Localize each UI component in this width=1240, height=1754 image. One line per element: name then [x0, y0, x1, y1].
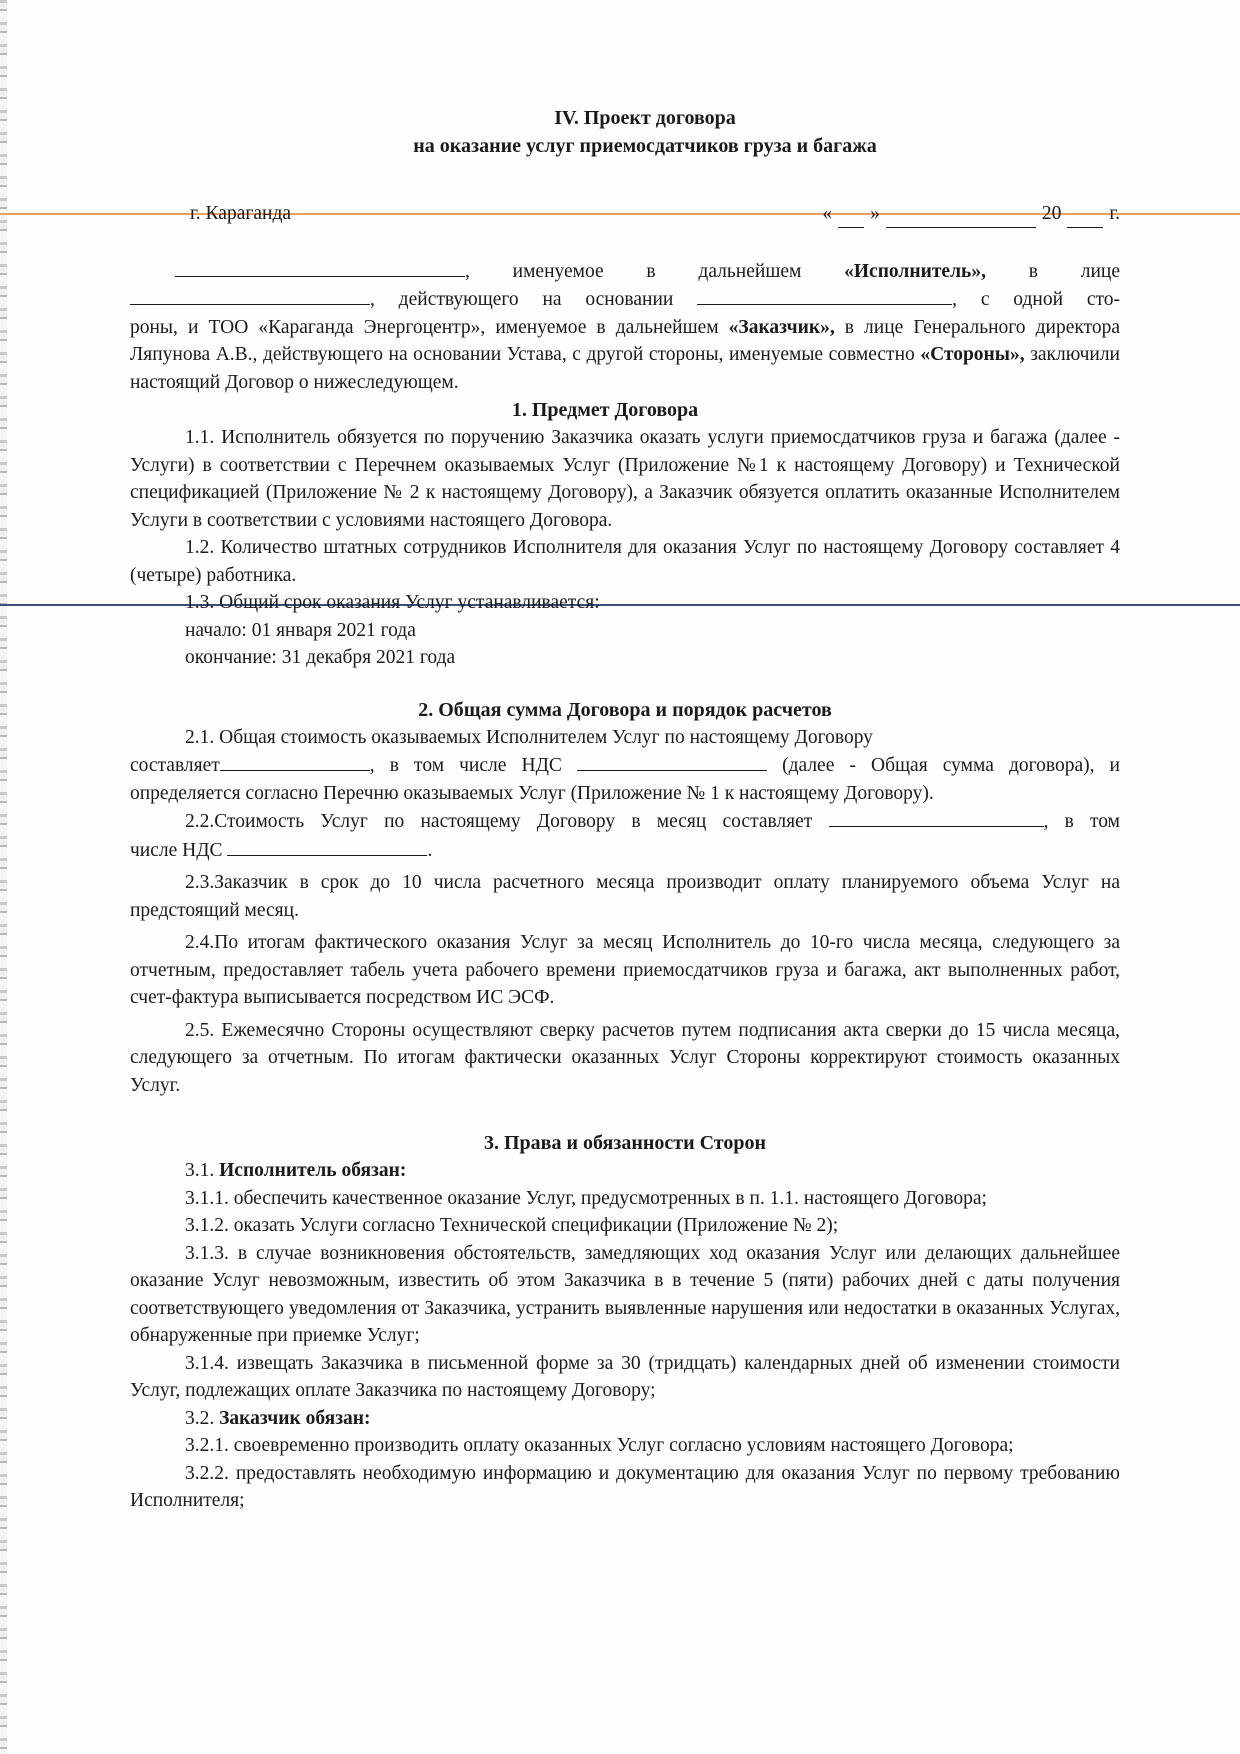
preamble-text-5: заключили настоящий Договор о нижеследующем.	[130, 344, 1120, 393]
date-quote-close: »	[870, 203, 880, 224]
clause-3-2-heading: Заказчик обязан:	[219, 1407, 371, 1429]
clause-1-3: 1.3. Общий срок оказания Услуг устанавливается:	[185, 592, 600, 613]
year-prefix: 20	[1041, 203, 1062, 224]
preamble-text-3: роны, и ТОО «Караганда Энергоцентр», именуемое в дальнейшем	[130, 316, 729, 338]
clause-3-1-3: 3.1.3. в случае возникновения обстоятельств, замедляющих ход оказания Услуг или делающих дальнейшее оказание Услуг невозможным, известить об этом Заказчика в в течение 5 (пяти) рабочих дней с даты получения соответствующего уведомления от Заказчика, устранить выявленные нарушения или недостатки в оказанных Услугах, обнаруженные при приемке Услуг;	[130, 1242, 1120, 1346]
customer-term: «Заказчик»,	[728, 316, 835, 338]
clause-2-2-text: 2.2.Стоимость Услуг по настоящему Договору в месяц составляет	[185, 811, 813, 832]
executor-rep-blank	[130, 285, 370, 305]
clause-3-2-number: 3.2.	[185, 1407, 220, 1429]
clause-2-3: 2.3.Заказчик в срок до 10 числа расчетного месяца производит оплату планируемого объема Услуг на предстоящий месяц.	[130, 872, 1120, 921]
preamble-text-1: , именуемое в дальнейшем	[465, 260, 802, 282]
clause-2-1-line-2	[130, 751, 1120, 780]
document-page	[130, 104, 1120, 1515]
section-3-title: 3. Права и обязанности Сторон	[483, 1132, 767, 1154]
clause-2-2-vat: числе НДС	[130, 839, 223, 861]
clause-3-1-1: 3.1.1. обеспечить качественное оказание Услуг, предусмотренных в п. 1.1. настоящего Договора;	[185, 1187, 987, 1209]
clause-3-2	[130, 1405, 1120, 1433]
total-amount-blank	[220, 751, 370, 771]
clause-1-3-start: начало: 01 января 2021 года	[185, 619, 416, 641]
clause-2-1-line-1: 2.1. Общая стоимость оказываемых Исполнителем Услуг по настоящему Договору	[185, 726, 873, 748]
executor-name-blank	[175, 257, 465, 277]
clause-3-1	[130, 1157, 1120, 1185]
clause-1-3-end: окончание: 31 декабря 2021 года	[185, 647, 456, 668]
preamble-text-2-tail: , с одной сто-	[952, 289, 1121, 310]
clause-2-2-end: .	[427, 839, 433, 861]
total-vat-blank	[577, 751, 767, 771]
clause-2-1-word: составляет	[130, 755, 220, 776]
executor-term: «Исполнитель»,	[844, 260, 986, 282]
clause-1-1: 1.1. Исполнитель обязуется по поручению Заказчика оказать услуги приемосдатчиков груза и багажа (далее - Услуги) в соответствии с Перечнем оказываемых Услуг (Приложение №1 к настоящему Договору) и Технической спецификацией (Приложение № 2 к настоящему Договору), а Заказчик обязуется оплатить оказанные Исполнителем Услуги в соответствии с условиями настоящего Договора.	[130, 427, 1120, 531]
parties-term: «Стороны»,	[920, 344, 1025, 365]
clause-3-1-4: 3.1.4. извещать Заказчика в письменной форме за 30 (тридцать) календарных дней об изменении стоимости Услуг, подлежащих оплате Заказчика по настоящему Договору;	[130, 1352, 1120, 1401]
clause-2-4: 2.4.По итогам фактического оказания Услуг за месяц Исполнитель до 10-го числа месяца, следующего за отчетным, предоставляет табель учета рабочего времени приемосдатчиков груза и багажа, акт выполненных работ, счет-фактура выписывается посредством ИС ЭСФ.	[130, 932, 1120, 1008]
preamble-text-2: , действующего на основании	[370, 289, 674, 310]
monthly-amount-blank	[829, 807, 1044, 827]
executor-basis-blank	[697, 285, 952, 305]
clause-2-5: 2.5. Ежемесячно Стороны осуществляют сверку расчетов путем подписания акта сверки до 15 числа месяца, следующего за отчетным. По итогам фактически оказанных Услуг Стороны корректируют стоимость оказанных Услуг.	[130, 1019, 1120, 1096]
preamble-line-1	[130, 257, 1120, 286]
clause-3-1-heading: Исполнитель обязан:	[219, 1160, 407, 1181]
clause-2-2-line-1	[130, 807, 1120, 836]
section-1-title: 1. Предмет Договора	[511, 399, 699, 421]
preamble-in: в	[1028, 260, 1038, 282]
document-title	[170, 104, 1120, 160]
title-line-2: на оказание услуг приемосдатчиков груза и багажа	[413, 135, 877, 157]
preamble-text-4: в лице Генерального директора Ляпунова А.В., действующего на основании Устава, с другой стороны, именуемые совместно	[130, 316, 1121, 365]
year-blank	[1067, 208, 1103, 228]
section-2-title: 2. Общая сумма Договора и порядок расчетов	[418, 698, 832, 721]
clause-2-2-tail: , в том	[1043, 811, 1120, 832]
monthly-vat-blank	[227, 836, 427, 856]
clause-3-1-2: 3.1.2. оказать Услуги согласно Технической спецификации (Приложение № 2);	[185, 1215, 839, 1236]
month-blank	[886, 208, 1036, 228]
date-quote-open: «	[822, 203, 833, 224]
preamble-line-2	[130, 285, 1120, 314]
title-line-1: IV. Проект договора	[554, 107, 736, 129]
clause-3-2-2: 3.2.2. предоставлять необходимую информацию и документацию для оказания Услуг по первому требованию Исполнителя;	[130, 1462, 1120, 1511]
preamble-line-3	[130, 314, 1120, 397]
preamble-face: лице	[1080, 260, 1120, 282]
place-date-row	[130, 200, 1120, 228]
day-blank	[838, 208, 864, 228]
year-suffix: г.	[1109, 203, 1120, 224]
clause-3-1-number: 3.1.	[185, 1160, 220, 1181]
clause-2-2-line-2	[130, 836, 1120, 865]
city: г. Караганда	[190, 203, 292, 224]
clause-3-2-1: 3.2.1. своевременно производить оплату оказанных Услуг согласно условиям настоящего Договора;	[185, 1435, 1014, 1456]
date-field	[822, 200, 1120, 228]
clause-2-1-line-3: определяется согласно Перечню оказываемых Услуг (Приложение № 1 к настоящему Договору).	[130, 782, 934, 804]
clause-2-1-vat: , в том числе НДС	[369, 755, 562, 776]
clause-2-1-tail: (далее - Общая сумма договора), и	[782, 755, 1120, 776]
clause-1-2: 1.2. Количество штатных сотрудников Исполнителя для оказания Услуг по настоящему Договору составляет 4 (четыре) работника.	[130, 537, 1120, 586]
scan-edge	[0, 0, 7, 1754]
